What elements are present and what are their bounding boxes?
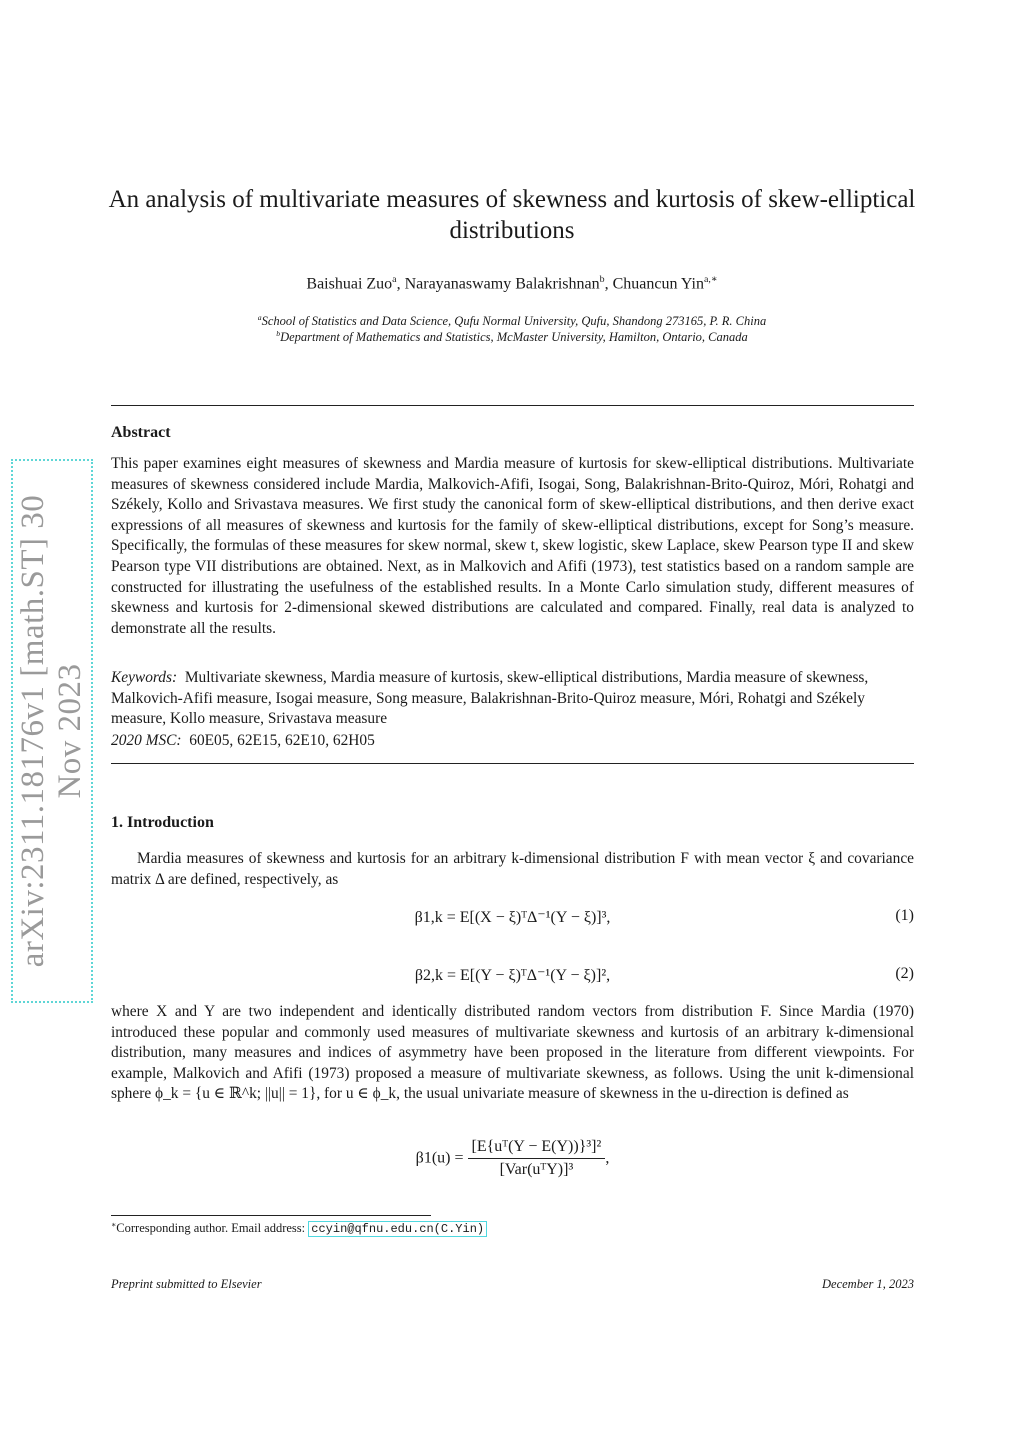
equation-3-fraction [468, 1138, 606, 1179]
email-link[interactable]: ccyin@qfnu.edu.cn(C.Yin) [308, 1221, 487, 1237]
equation-2-body: β2,k = E[(Y − ξ)ᵀΔ⁻¹(Y − ξ)]², [414, 967, 611, 984]
author-name: Baishuai Zuo [306, 275, 393, 293]
msc-label: 2020 MSC: [111, 732, 182, 749]
footnote-rule [111, 1215, 431, 1216]
footnote-mark: ∗ [111, 1220, 117, 1229]
affiliation-a [100, 313, 924, 329]
msc-codes [111, 731, 914, 752]
equation-1-body: β1,k = E[(X − ξ)ᵀΔ⁻¹(Y − ξ)]³, [414, 909, 611, 926]
footnote [111, 1220, 487, 1236]
author-affil-mark: a,∗ [703, 274, 718, 285]
equation-3 [111, 1138, 914, 1179]
arxiv-stamp[interactable]: arXiv:2311.18176v1 [math.ST] 30 Nov 2023 [11, 459, 93, 1003]
keywords-text: Multivariate skewness, Mardia measure of kurtosis, skew-elliptical distributions, Mardia measure of skewness, Malkovich-Afifi measure, Isogai measure, Song measure, Balakrishnan-Brito-Quiroz measure, Móri, Rohatgi and Székely measure, Kollo measure, Srivastava measure [111, 669, 869, 728]
intro-paragraph-1: Mardia measures of skewness and kurtosis for an arbitrary k-dimensional distribution F with mean vector ξ and covariance matrix Δ are defined, respectively, as [111, 850, 914, 888]
affil-mark: b [276, 329, 281, 338]
equation-3-tail: , [605, 1149, 610, 1167]
paper-title: An analysis of multivariate measures of skewness and kurtosis of skew-elliptical distributions [108, 186, 916, 244]
top-rule [111, 405, 914, 406]
footnote-text: Corresponding author. Email address: [116, 1221, 306, 1236]
keywords-label: Keywords: [111, 669, 178, 686]
bottom-rule [111, 763, 914, 764]
abstract-text: This paper examines eight measures of skewness and Mardia measure of kurtosis for skew-elliptical distributions. Multivariate measures of skewness considered include Mardia, Malkovich-Afifi, Isogai, Song, Balakrishnan-Brito-Quiroz, Móri, Rohatgi and Székely, Kollo and Srivastava measures. We first study the canonical form of skew-elliptical distributions, and then derive exact expressions of all measures of skewness and kurtosis for the family of skew-elliptical distributions, except for Song’s measure. Specifically, the formulas of these measures for skew normal, skew t, skew logistic, skew Laplace, skew Pearson type II and skew Pearson type VII distributions are obtained. Next, as in Malkovich and Afifi (1973), test statistics based on a random sample are constructed for illustrating the usefulness of the established results. In a Monte Carlo simulation study, different measures of skewness and kurtosis for 2-dimensional skewed distributions are calculated and compared. Finally, real data is analyzed to demonstrate all the results. [111, 455, 914, 637]
author-list: Baishuai Zuo$^a$, Narayanaswamy Balakrishnan$^b$, Chuancun Yin$^{a,∗}$ [306, 274, 718, 293]
affil-text: School of Statistics and Data Science, Qufu Normal University, Qufu, Shandong 273165, P. R. China [261, 314, 767, 329]
equation-2-number: (2) [895, 965, 914, 982]
keywords [111, 668, 914, 730]
equation-3-numerator: [E{uᵀ(Y − E(Y))}³]² [468, 1138, 606, 1159]
abstract-heading: Abstract [111, 424, 171, 441]
author-name: Narayanaswamy Balakrishnan [404, 275, 600, 293]
footer-left: Preprint submitted to Elsevier [111, 1277, 262, 1291]
msc-text: 60E05, 62E15, 62E10, 62H05 [189, 732, 375, 749]
author-affil-mark: a [392, 274, 397, 285]
footer-date: December 1, 2023 [822, 1277, 914, 1291]
section-heading: 1. Introduction [111, 814, 214, 831]
affil-mark: a [257, 313, 262, 322]
affiliation-b [100, 329, 924, 345]
author-affil-mark: b [599, 274, 605, 285]
author-name: Chuancun Yin [612, 275, 704, 293]
equation-3-denominator: [Var(uᵀY)]³ [499, 1161, 574, 1178]
equation-3-lhs: β1(u) = [415, 1149, 464, 1167]
affil-text: Department of Mathematics and Statistics, McMaster University, Hamilton, Ontario, Canada [280, 330, 748, 345]
equation-1-number: (1) [895, 907, 914, 924]
intro-paragraph-2: where X and Y are two independent and identically distributed random vectors from distribution F. Since Mardia (1970) introduced these popular and commonly used measures of multivariate skewness and kurtosis of an arbitrary k-dimensional distribution, many measures and indices of asymmetry have been proposed in the literature from different viewpoints. For example, Malkovich and Afifi (1973) proposed a measure of multivariate skewness, as follows. Using the unit k-dimensional sphere ϕ_k = {u ∈ ℝ^k; ||u|| = 1}, for u ∈ ϕ_k, the usual univariate measure of skewness in the u-direction is defined as [111, 1003, 914, 1103]
